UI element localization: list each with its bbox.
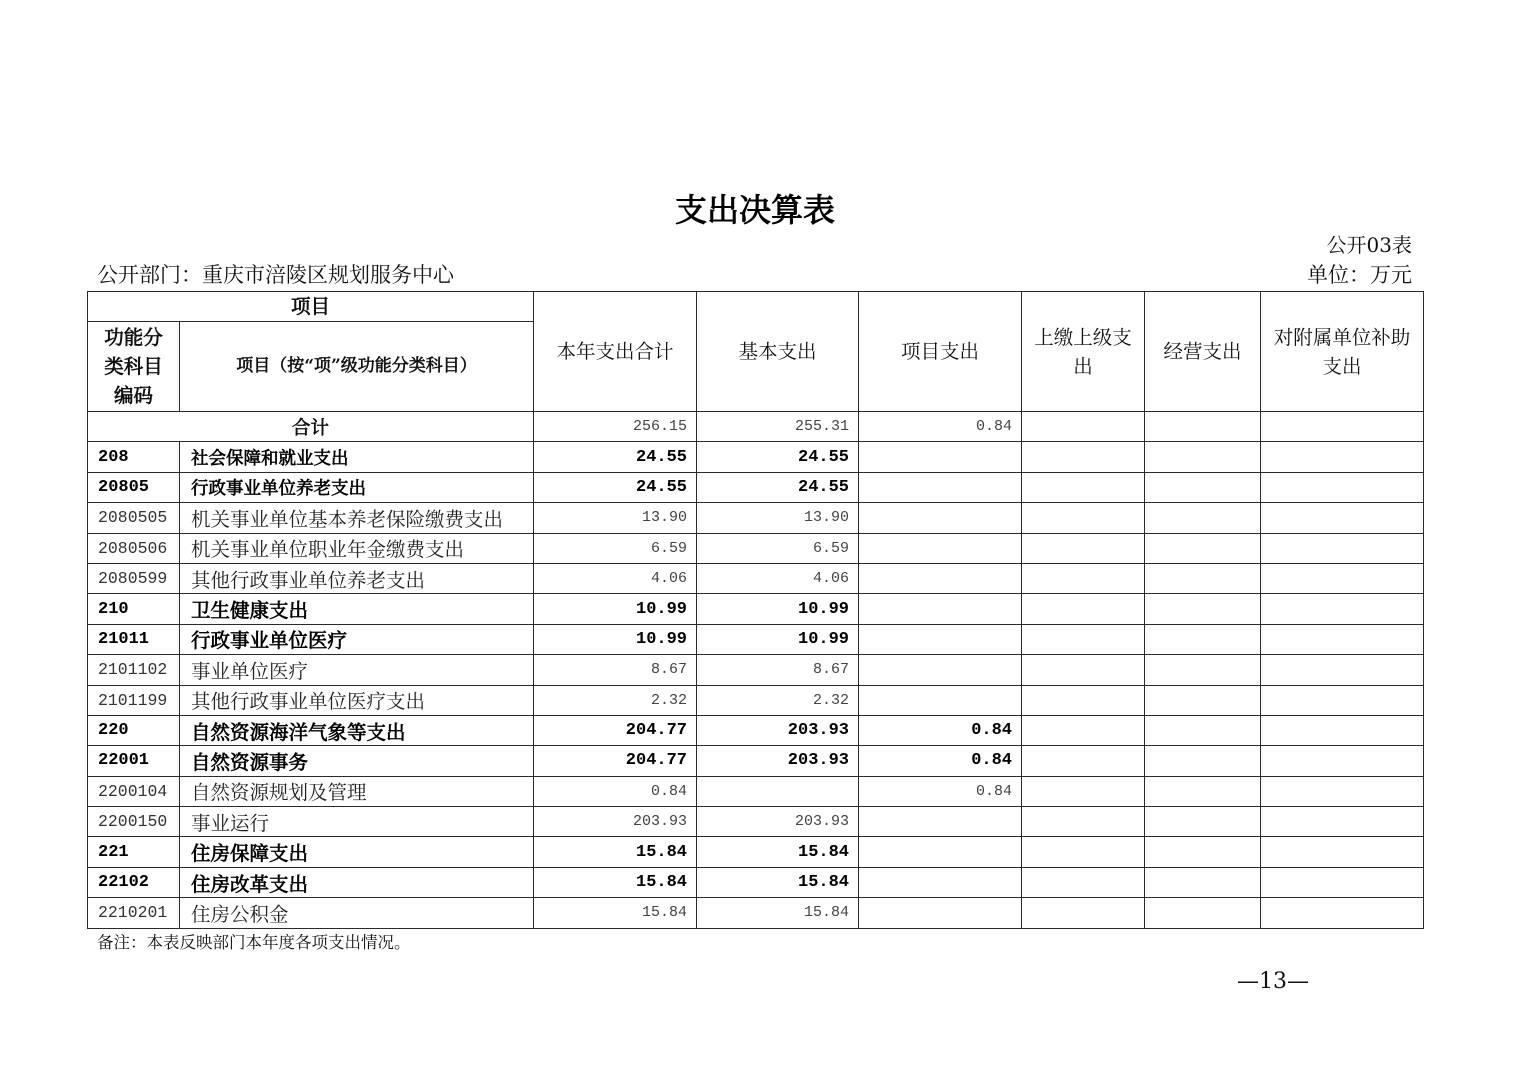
cell-upper	[1022, 472, 1145, 502]
header-upper-remittance	[1022, 292, 1145, 412]
table-row	[88, 837, 1424, 867]
table-row	[88, 563, 1424, 593]
header-business-expenditure: 经营支出	[1145, 292, 1261, 412]
cell-total: 24.55	[534, 472, 697, 502]
cell-total: 24.55	[534, 442, 697, 472]
header-item-group: 项目	[88, 292, 534, 322]
cell-subsidy	[1261, 503, 1424, 533]
cell-total: 8.67	[534, 655, 697, 685]
cell-business	[1145, 746, 1261, 776]
cell-code: 2200150	[88, 807, 180, 837]
cell-subsidy	[1261, 807, 1424, 837]
cell-code: 221	[88, 837, 180, 867]
table-row	[88, 594, 1424, 624]
cell-business	[1145, 594, 1261, 624]
page-number: —13—	[1237, 969, 1309, 994]
table-row	[88, 503, 1424, 533]
cell-name: 自然资源事务	[180, 746, 534, 776]
cell-basic: 203.93	[697, 807, 859, 837]
table-row	[88, 715, 1424, 745]
cell-project	[859, 472, 1022, 502]
cell-upper	[1022, 594, 1145, 624]
table-row	[88, 898, 1424, 928]
cell-name: 社会保障和就业支出	[180, 442, 534, 472]
cell-code: 220	[88, 715, 180, 745]
cell-total: 204.77	[534, 746, 697, 776]
table-row	[88, 655, 1424, 685]
cell-total: 15.84	[534, 898, 697, 928]
cell-code: 2080505	[88, 503, 180, 533]
cell-subsidy	[1261, 655, 1424, 685]
total-row-project: 0.84	[859, 412, 1022, 442]
cell-basic: 6.59	[697, 533, 859, 563]
cell-subsidy	[1261, 776, 1424, 806]
cell-upper	[1022, 746, 1145, 776]
cell-total: 203.93	[534, 807, 697, 837]
cell-code: 2210201	[88, 898, 180, 928]
cell-name: 住房改革支出	[180, 867, 534, 897]
cell-code: 2080599	[88, 563, 180, 593]
cell-project	[859, 685, 1022, 715]
cell-project: 0.84	[859, 776, 1022, 806]
cell-project	[859, 442, 1022, 472]
cell-basic: 15.84	[697, 837, 859, 867]
cell-code: 20805	[88, 472, 180, 502]
cell-basic: 10.99	[697, 624, 859, 654]
cell-project	[859, 807, 1022, 837]
cell-code: 2101199	[88, 685, 180, 715]
cell-name: 自然资源规划及管理	[180, 776, 534, 806]
header-project-expenditure: 项目支出	[859, 292, 1022, 412]
header-item-name: 项目（按“项”级功能分类科目）	[180, 322, 534, 412]
cell-business	[1145, 685, 1261, 715]
cell-project	[859, 655, 1022, 685]
cell-basic: 4.06	[697, 563, 859, 593]
cell-subsidy	[1261, 837, 1424, 867]
cell-business	[1145, 442, 1261, 472]
cell-upper	[1022, 685, 1145, 715]
cell-upper	[1022, 442, 1145, 472]
cell-project	[859, 624, 1022, 654]
cell-code: 22001	[88, 746, 180, 776]
cell-upper	[1022, 867, 1145, 897]
cell-name: 其他行政事业单位医疗支出	[180, 685, 534, 715]
cell-basic: 24.55	[697, 472, 859, 502]
cell-subsidy	[1261, 472, 1424, 502]
cell-upper	[1022, 776, 1145, 806]
form-number: 公开03表	[1326, 233, 1412, 257]
total-row-upper	[1022, 412, 1145, 442]
cell-basic: 203.93	[697, 746, 859, 776]
table-row	[88, 442, 1424, 472]
cell-name: 自然资源海洋气象等支出	[180, 715, 534, 745]
department-label: 公开部门：重庆市涪陵区规划服务中心	[97, 263, 454, 287]
cell-total: 2.32	[534, 685, 697, 715]
cell-code: 2200104	[88, 776, 180, 806]
cell-subsidy	[1261, 715, 1424, 745]
cell-subsidy	[1261, 442, 1424, 472]
total-row-total: 256.15	[534, 412, 697, 442]
header-upper-remittance-label: 上缴上级支出	[1034, 325, 1132, 378]
cell-project	[859, 867, 1022, 897]
cell-business	[1145, 655, 1261, 685]
header-subsidiary-subsidy	[1261, 292, 1424, 412]
cell-upper	[1022, 715, 1145, 745]
cell-upper	[1022, 533, 1145, 563]
cell-total: 204.77	[534, 715, 697, 745]
table-row	[88, 807, 1424, 837]
cell-business	[1145, 624, 1261, 654]
cell-total: 0.84	[534, 776, 697, 806]
cell-basic: 8.67	[697, 655, 859, 685]
cell-code: 2101102	[88, 655, 180, 685]
cell-basic: 2.32	[697, 685, 859, 715]
cell-business	[1145, 715, 1261, 745]
cell-project: 0.84	[859, 746, 1022, 776]
cell-name: 机关事业单位职业年金缴费支出	[180, 533, 534, 563]
cell-project	[859, 837, 1022, 867]
cell-total: 10.99	[534, 624, 697, 654]
cell-basic: 24.55	[697, 442, 859, 472]
cell-basic: 13.90	[697, 503, 859, 533]
cell-basic	[697, 776, 859, 806]
header-row	[88, 292, 1424, 322]
total-row-label: 合计	[88, 412, 534, 442]
cell-business	[1145, 867, 1261, 897]
cell-name: 其他行政事业单位养老支出	[180, 563, 534, 593]
cell-business	[1145, 533, 1261, 563]
cell-name: 卫生健康支出	[180, 594, 534, 624]
unit-label: 单位：万元	[1307, 263, 1412, 287]
cell-upper	[1022, 837, 1145, 867]
cell-subsidy	[1261, 746, 1424, 776]
table-row	[88, 867, 1424, 897]
total-row	[88, 412, 1424, 442]
cell-project	[859, 898, 1022, 928]
page-title: 支出决算表	[674, 191, 835, 229]
cell-basic: 15.84	[697, 867, 859, 897]
cell-upper	[1022, 503, 1145, 533]
cell-total: 10.99	[534, 594, 697, 624]
cell-code: 22102	[88, 867, 180, 897]
cell-code: 21011	[88, 624, 180, 654]
cell-upper	[1022, 563, 1145, 593]
total-row-subsidy	[1261, 412, 1424, 442]
header-basic-expenditure: 基本支出	[697, 292, 859, 412]
cell-upper	[1022, 624, 1145, 654]
cell-name: 机关事业单位基本养老保险缴费支出	[180, 503, 534, 533]
cell-name: 事业运行	[180, 807, 534, 837]
cell-subsidy	[1261, 594, 1424, 624]
table-row	[88, 472, 1424, 502]
cell-total: 6.59	[534, 533, 697, 563]
cell-project	[859, 533, 1022, 563]
header-subsidiary-subsidy-label: 对附属单位补助支出	[1273, 325, 1411, 378]
cell-project: 0.84	[859, 715, 1022, 745]
cell-business	[1145, 563, 1261, 593]
cell-business	[1145, 776, 1261, 806]
cell-subsidy	[1261, 685, 1424, 715]
table-row	[88, 685, 1424, 715]
cell-project	[859, 563, 1022, 593]
cell-upper	[1022, 898, 1145, 928]
cell-name: 行政事业单位医疗	[180, 624, 534, 654]
header-function-code	[88, 322, 180, 412]
cell-business	[1145, 807, 1261, 837]
header-function-code-label: 功能分类科目编码	[104, 326, 163, 407]
cell-subsidy	[1261, 867, 1424, 897]
table-row	[88, 776, 1424, 806]
table-row	[88, 624, 1424, 654]
cell-business	[1145, 472, 1261, 502]
cell-basic: 10.99	[697, 594, 859, 624]
cell-basic: 203.93	[697, 715, 859, 745]
cell-code: 208	[88, 442, 180, 472]
cell-subsidy	[1261, 533, 1424, 563]
cell-subsidy	[1261, 563, 1424, 593]
total-row-business	[1145, 412, 1261, 442]
cell-name: 行政事业单位养老支出	[180, 472, 534, 502]
cell-project	[859, 503, 1022, 533]
cell-total: 15.84	[534, 837, 697, 867]
footnote: 备注：本表反映部门本年度各项支出情况。	[97, 933, 411, 952]
cell-total: 4.06	[534, 563, 697, 593]
cell-project	[859, 594, 1022, 624]
table-row	[88, 533, 1424, 563]
total-row-basic: 255.31	[697, 412, 859, 442]
cell-code: 210	[88, 594, 180, 624]
cell-business	[1145, 898, 1261, 928]
cell-name: 事业单位医疗	[180, 655, 534, 685]
expenditure-table	[87, 291, 1424, 929]
table-row	[88, 746, 1424, 776]
cell-total: 15.84	[534, 867, 697, 897]
header-total-expenditure: 本年支出合计	[534, 292, 697, 412]
cell-total: 13.90	[534, 503, 697, 533]
cell-name: 住房公积金	[180, 898, 534, 928]
cell-code: 2080506	[88, 533, 180, 563]
cell-upper	[1022, 807, 1145, 837]
cell-name: 住房保障支出	[180, 837, 534, 867]
cell-upper	[1022, 655, 1145, 685]
cell-subsidy	[1261, 624, 1424, 654]
cell-subsidy	[1261, 898, 1424, 928]
cell-business	[1145, 837, 1261, 867]
cell-basic: 15.84	[697, 898, 859, 928]
cell-business	[1145, 503, 1261, 533]
